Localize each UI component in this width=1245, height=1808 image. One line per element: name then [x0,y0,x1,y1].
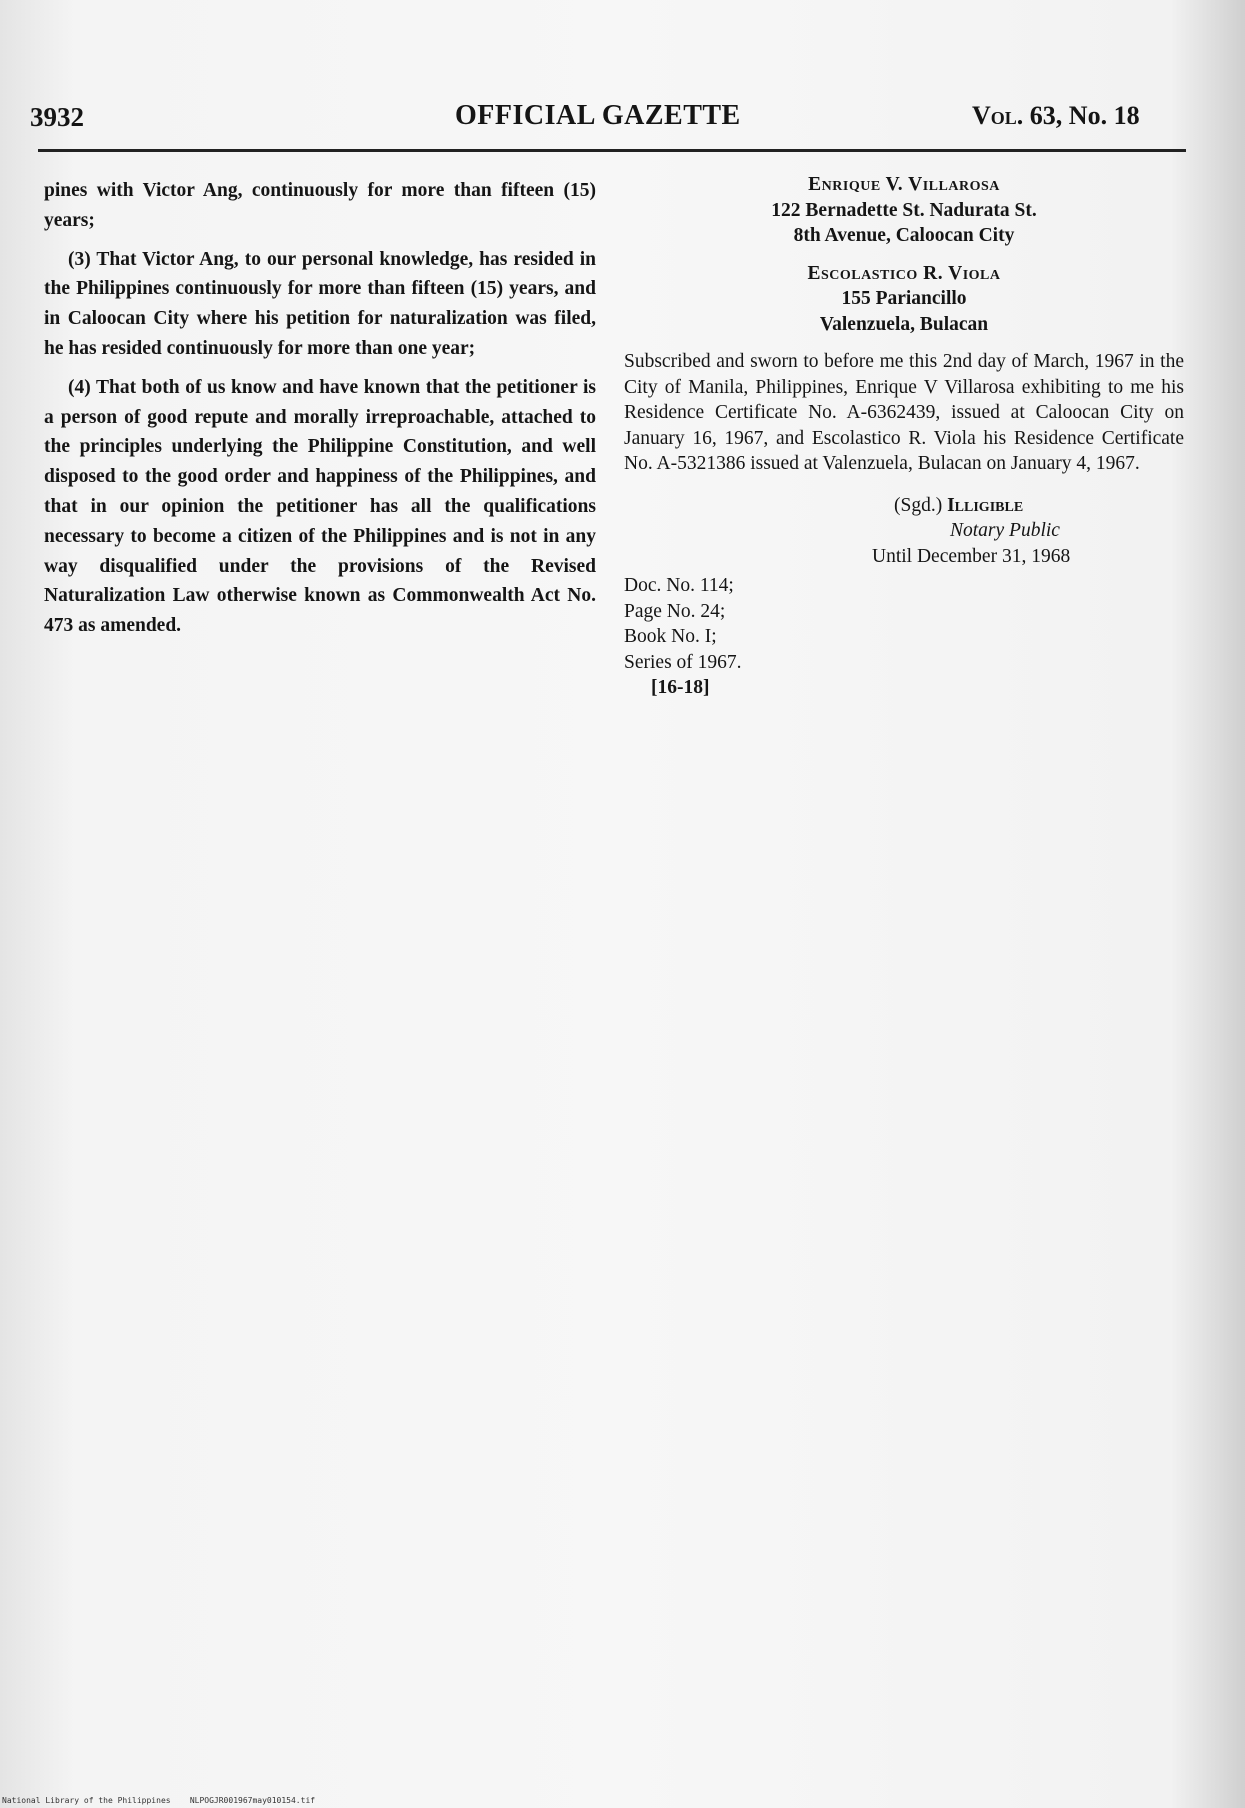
series-ref: Series of 1967. [624,651,742,673]
witness-1-address-line2: 8th Avenue, Caloocan City [793,225,1015,246]
witness-2-address-line1: 155 Pariancillo [841,288,967,309]
right-column [624,172,1184,701]
publication-title: OFFICIAL GAZETTE [455,100,741,131]
volume-label: Vol. [972,101,1024,130]
witness-2-block [624,261,1184,338]
notary-commission-until: Until December 31, 1968 [872,545,1071,567]
notary-title: Notary Public [950,520,1060,541]
witness-1-block [624,172,1184,249]
footer-source: National Library of the Philippines [2,1796,171,1805]
jurat-text: Subscribed and sworn to before me this 2nd day of March, 1967 in the City of Manila, Philippines, Enrique V Villarosa exhibiting to me his Residence Certificate No. A-6362439, issued at Caloocan City on January 16, 1967, and Escolastico R. Viola his Residence Certificate No. A-5321386 issued at Valenzuela, Bulacan on January 4, 1967. [624,351,1184,474]
footer-file: NLPOGJR001967may010154.tif [189,1796,316,1805]
witness-1-name: Enrique V. Villarosa [808,174,1000,195]
header-rule [38,149,1186,152]
witness-1-address-line1: 122 Bernadette St. Nadurata St. [771,199,1037,221]
doc-number: Doc. No. 114; [624,575,734,596]
witness-2-address-line2: Valenzuela, Bulacan [819,313,989,335]
paragraph-3: (3) That Victor Ang, to our personal knowledge, has resided in the Philippines continuously for more than fifteen (15) years, and in Caloocan City where his petition for naturalization was filed, he has resided continuously for more than one year; [44,248,596,359]
paragraph-continuation: pines with Victor Ang, continuously for more than fifteen (15) years; [44,180,596,231]
volume-info [972,101,1140,131]
page-ref: Page No. 24; [624,600,726,622]
volume-number: 63, No. 18 [1029,101,1140,130]
paragraph-4: (4) That both of us know and have known that the petitioner is a person of good repute and morally irreproachable, attached to the principles underlying the Philippine Constitution, and well disposed to the good order and happiness of the Philippines, and that in our opinion the petitioner has all the qualifications necessary to become a citizen of the Philippines and is not in any way disqualified under the provisions of the Revised Naturalization Law otherwise known as Commonwealth Act No. 473 as amended. [44,376,596,637]
left-column [44,176,596,650]
notary-signed: (Sgd.) [894,494,943,516]
document-reference [624,573,1184,701]
book-ref: Book No. I; [624,626,717,647]
page-number: 3932 [30,102,84,132]
case-ref: [16-18] [651,677,710,698]
notary-block [872,493,1184,570]
notary-name: Illigible [947,494,1024,516]
witness-2-name: Escolastico R. Viola [807,262,1001,284]
scan-footer [2,1796,315,1805]
